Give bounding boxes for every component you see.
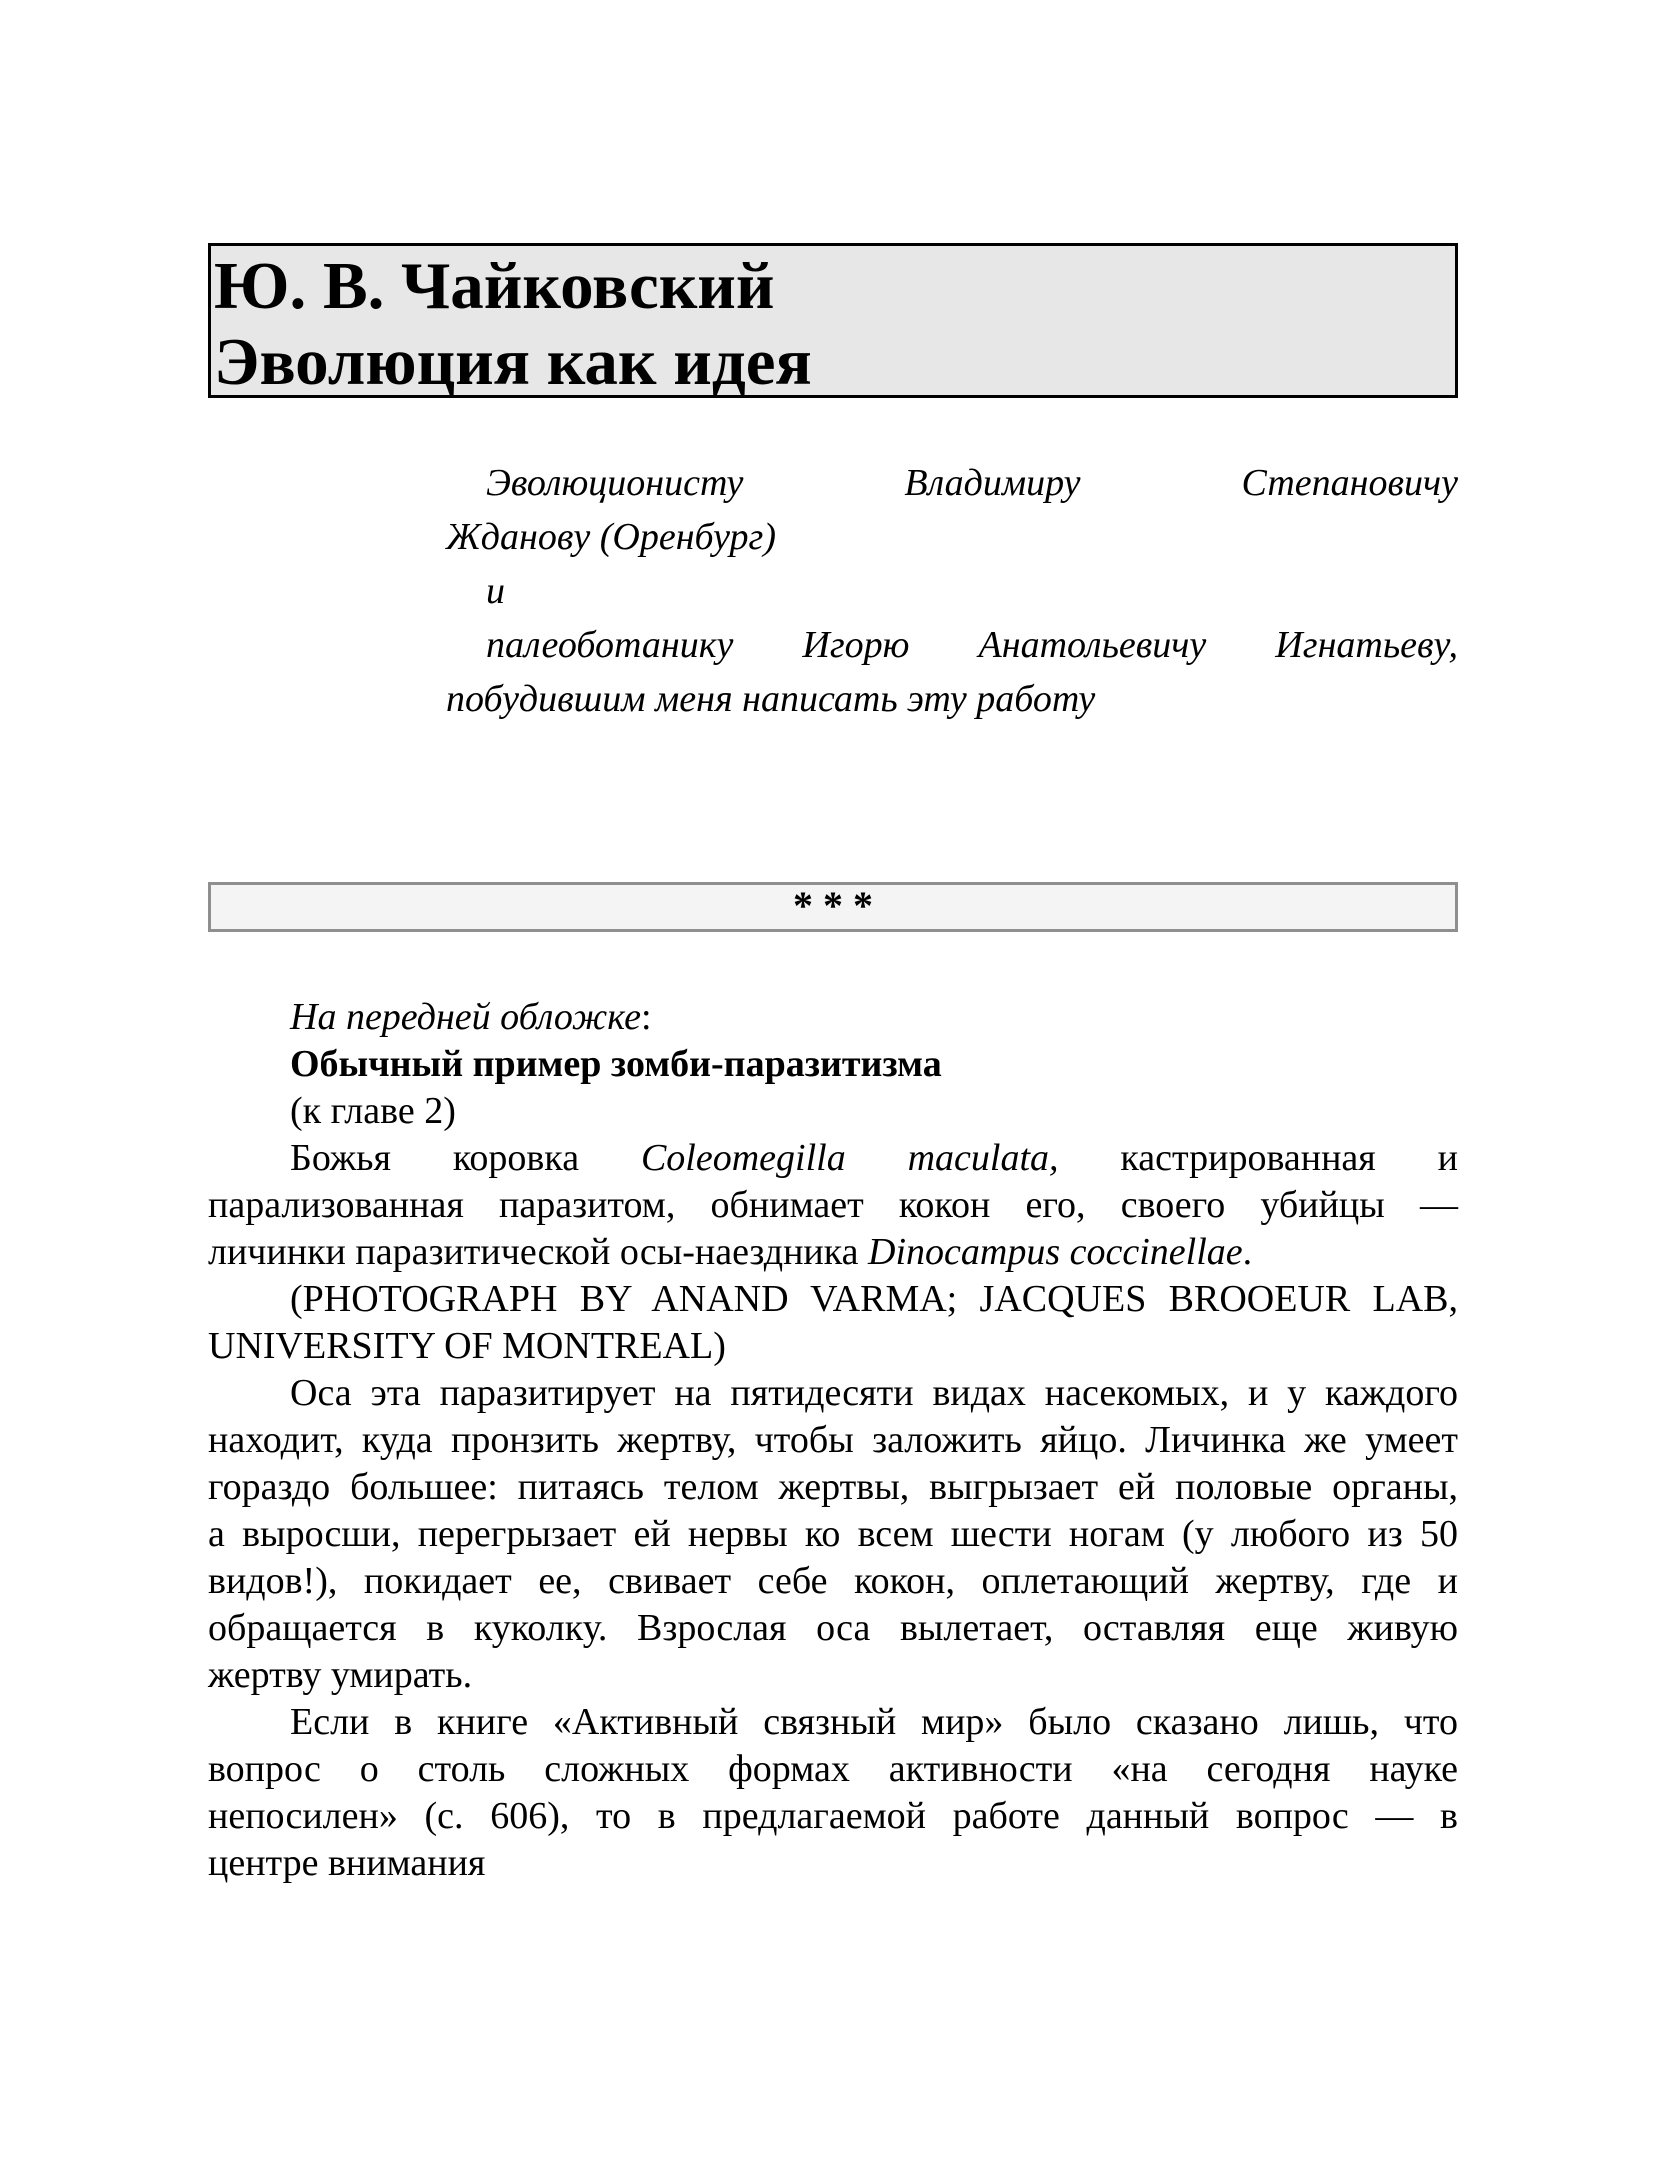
text-line: [208, 1088, 1458, 1135]
text-run: .: [1242, 1231, 1253, 1273]
text-run: (к главе 2): [290, 1090, 456, 1132]
text-run: Coleomegilla maculata,: [640, 1137, 1059, 1179]
text-run: находит, куда пронзить жертву, чтобы заложить яйцо. Личинка же умеет: [208, 1419, 1458, 1461]
text-line: [446, 672, 1458, 726]
dedication-block: [446, 456, 1458, 726]
text-line: [208, 1793, 1458, 1840]
text-line: [208, 1041, 1458, 1088]
text-line: [208, 1370, 1458, 1417]
text-line: [208, 1229, 1458, 1276]
text-run: а выросши, перегрызает ей нервы ко всем шести ногам (у любого из 50: [208, 1513, 1458, 1555]
book-title: Эволюция как идея: [214, 325, 812, 398]
text-run: Жданову (Оренбург): [446, 516, 777, 558]
text-run: личинки паразитической осы-наездника: [208, 1231, 869, 1273]
text-run: Божья коровка: [290, 1137, 641, 1179]
text-run: кастрированная и: [1058, 1137, 1458, 1179]
text-line: [446, 618, 1458, 672]
text-run: гораздо большее: питаясь телом жертвы, выгрызает ей половые органы,: [208, 1466, 1458, 1508]
text-run: непосилен» (с. 606), то в предлагаемой работе данный вопрос — в: [208, 1795, 1458, 1837]
text-run: :: [640, 996, 652, 1038]
text-line: [208, 1135, 1458, 1182]
text-line: [208, 1417, 1458, 1464]
separator-stars: * * *: [793, 883, 873, 928]
text-run: жертву умирать.: [208, 1654, 473, 1696]
body-text-block: [208, 994, 1458, 1887]
text-line: [208, 1746, 1458, 1793]
text-line: [446, 564, 1458, 618]
text-line: [208, 1182, 1458, 1229]
text-line: [208, 1323, 1458, 1370]
text-run: Эволюционисту Владимиру Степановичу: [486, 462, 1458, 504]
text-run: обращается в куколку. Взрослая оса вылетает, оставляя еще живую: [208, 1607, 1458, 1649]
text-line: [208, 1511, 1458, 1558]
text-line: [208, 1605, 1458, 1652]
text-line: [446, 456, 1458, 510]
text-run: и: [486, 570, 505, 612]
text-run: центре внимания: [208, 1842, 486, 1884]
text-run: видов!), покидает ее, свивает себе кокон, оплетающий жертву, где и: [208, 1560, 1458, 1602]
book-title-box: [208, 243, 1458, 398]
text-run: побудившим меня написать эту работу: [446, 678, 1096, 720]
book-author: Ю. В. Чайковский: [214, 249, 775, 323]
text-run: парализованная паразитом, обнимает кокон его, своего убийцы —: [208, 1184, 1458, 1226]
text-run: Оса эта паразитирует на пятидесяти видах насекомых, и у каждого: [290, 1372, 1458, 1414]
text-line: [208, 1464, 1458, 1511]
text-run: UNIVERSITY OF MONTREAL): [208, 1325, 726, 1367]
text-line: [208, 1699, 1458, 1746]
text-run: вопрос о столь сложных формах активности «на сегодня науке: [208, 1748, 1458, 1790]
text-run: Обычный пример зомби-паразитизма: [290, 1043, 942, 1085]
text-line: [208, 1840, 1458, 1887]
text-line: [446, 510, 1458, 564]
text-run: палеоботанику Игорю Анатольевичу Игнатьеву,: [486, 624, 1458, 666]
section-separator-box: [208, 882, 1458, 932]
text-run: Если в книге «Активный связный мир» было сказано лишь, что: [290, 1701, 1458, 1743]
text-run: (PHOTOGRAPH BY ANAND VARMA; JACQUES BROOEUR LAB,: [290, 1278, 1458, 1320]
text-run: На передней обложке: [290, 996, 641, 1038]
text-line: [208, 1558, 1458, 1605]
text-line: [208, 1652, 1458, 1699]
text-line: [208, 1276, 1458, 1323]
text-line: [208, 994, 1458, 1041]
text-run: Dinocampus coccinellae: [868, 1231, 1243, 1273]
